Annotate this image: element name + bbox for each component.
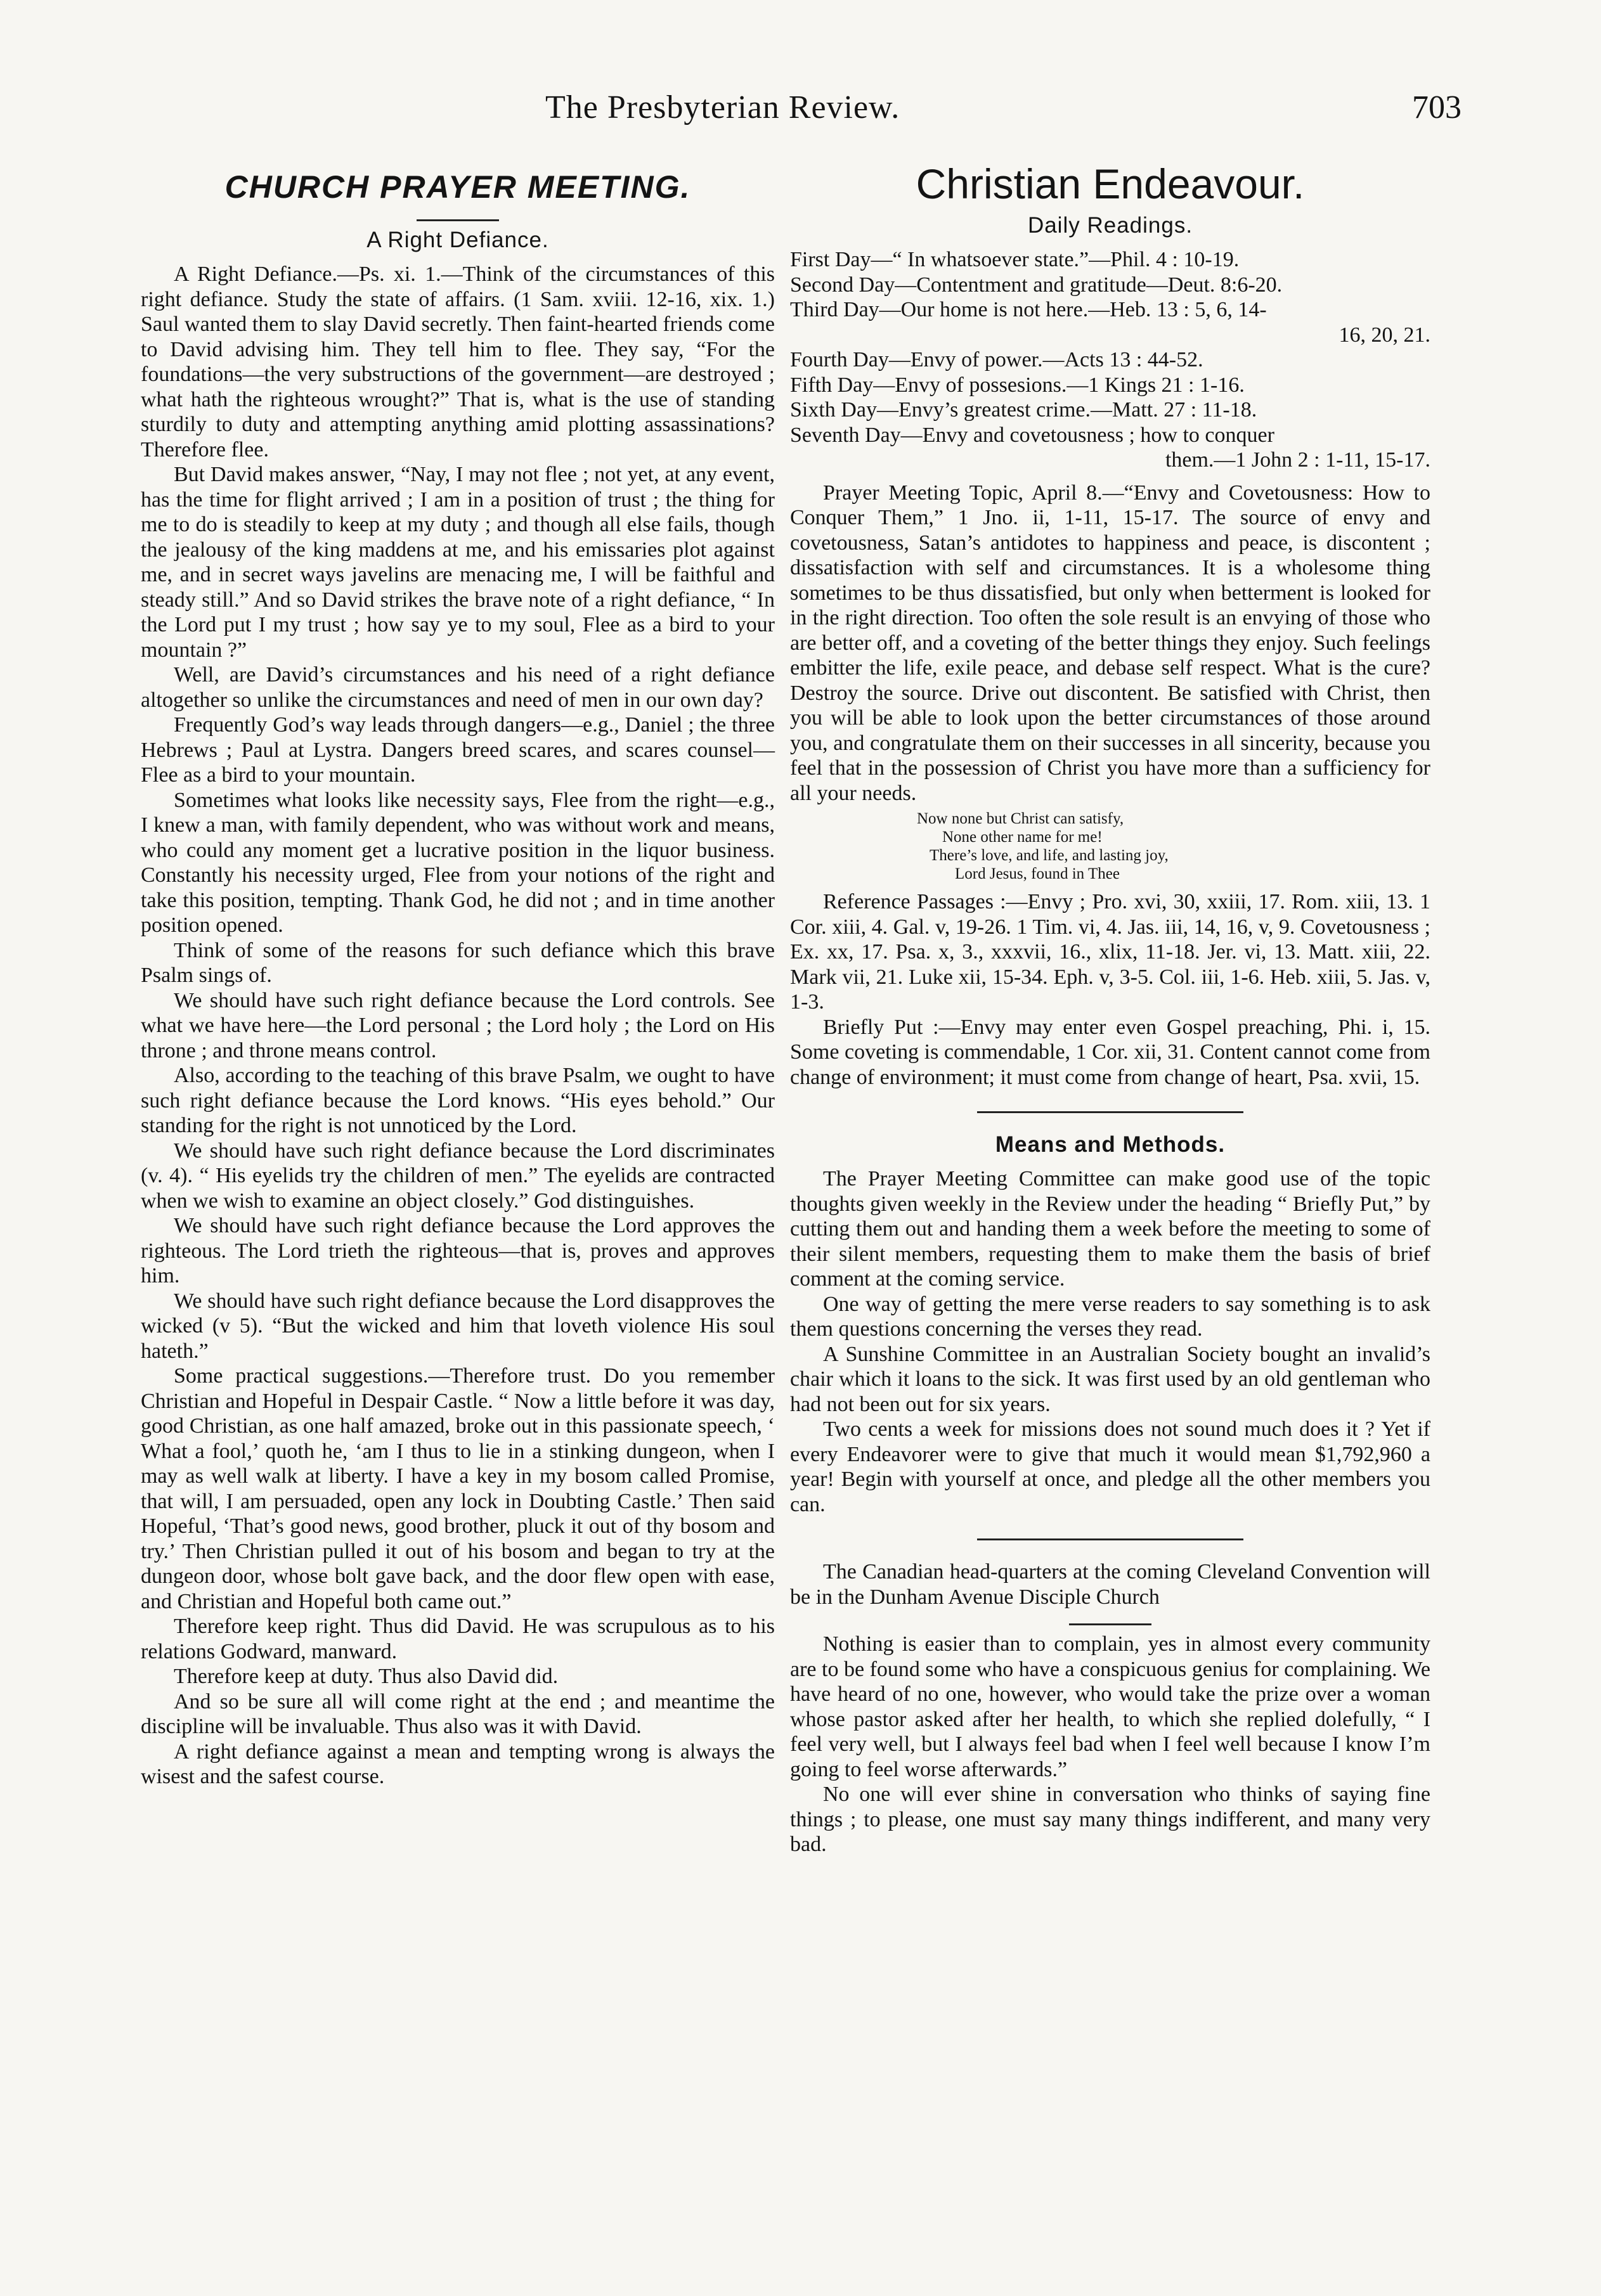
poem-line: Now none but Christ can satisfy, — [917, 810, 1124, 827]
paragraph: Nothing is easier than to complain, yes in almost every community are to be found some who have a conspicuous genius for complaining. We have heard of no one, however, who would take the prize over a woman whose pastor asked after her health, to which she replied dolefully, “ I feel very well, but I always feel bad when I feel well because I know I’m going to feel worse afterwards.” — [790, 1632, 1430, 1781]
paragraph: And so be sure all will come right at the end ; and meantime the discipline will be invaluable. Thus also was it with David. — [141, 1689, 775, 1738]
list-item — [790, 347, 1430, 373]
journal-title: The Presbyterian Review. — [545, 89, 900, 126]
reading-text: Third Day—Our home is not here.—Heb. 13 : 5, 6, 14- — [790, 298, 1267, 321]
cleveland-notice: The Canadian head-quarters at the coming Cleveland Convention will be in the Dunham Avenue Disciple Church — [790, 1560, 1430, 1609]
paragraph: But David makes answer, “Nay, I may not flee ; not yet, at any event, has the time for flight arrived ; I am in a position of trust ; the thing for me to do is steadily to keep at my duty ; and though all else fails, though the jealousy of the king maddens at me, and his emissaries plot against me, and in secret ways javelins are menacing me, I will be faithful and steady still.” And so David strikes the brave note of a right defiance, “ In the Lord put I my trust ; how say ye to my soul, Flee as a bird to your mountain ?” — [141, 463, 775, 662]
paragraph: Think of some of the reasons for such defiance which this brave Psalm sings of. — [141, 938, 775, 987]
prayer-meeting-topic: Prayer Meeting Topic, April 8.—“Envy and Covetousness: How to Conquer Them,” 1 Jno. ii, 1-11, 15-17. The source of envy and covetousness, Satan’s antidotes to happiness and peace, is discontent ; dissatisfaction with self and circumstances. It is a wholesome thing sometimes to be thus dissatisfied, but only when betterment is looked for in the right direction. Too often the sole result is an envying of those who are better off, and a coveting of the better things they enjoy. Such feelings embitter the life, exile peace, and debase self respect. What is the cure? Destroy the source. Drive out discontent. Be satisfied with Christ, then you will be able to look upon the better circumstances of those around you, and congratulate them on their successes in all sincerity, because you feel that in the possession of Christ you have more than a sufficiency for all your needs. — [790, 480, 1430, 805]
reading-text: Fifth Day—Envy of possesions.—1 Kings 21 : 1-16. — [790, 373, 1245, 397]
reading-text: Second Day—Contentment and gratitude—Deut. 8:6-20. — [790, 273, 1283, 297]
divider-rule — [977, 1538, 1243, 1540]
divider-rule — [977, 1111, 1243, 1113]
paragraph: The Prayer Meeting Committee can make good use of the topic thoughts given weekly in the Review under the heading “ Briefly Put,” by cutting them out and handing them a week before the meeting to some of their silent members, requesting them to make them the basis of brief comment at the coming service. — [790, 1167, 1430, 1291]
paragraph: We should have such right defiance because the Lord discriminates (v. 4). “ His eyelids try the children of men.” The eyelids are contracted when we wish to examine an object closely.” God distinguishes. — [141, 1138, 775, 1213]
list-item — [790, 297, 1430, 347]
divider-rule — [1069, 1623, 1151, 1625]
reading-text: Fourth Day—Envy of power.—Acts 13 : 44-52. — [790, 348, 1203, 371]
reference-passages: Reference Passages :—Envy ; Pro. xvi, 30, xxiii, 17. Rom. xiii, 13. 1 Cor. xiii, 4. Gal. v, 19-26. 1 Tim. vi, 4. Jas. iii, 14, 16, v, 9. Covetousness ; Ex. xx, 17. Psa. x, 3., xxxvii, 16., xlix, 11-18. Jer. vi, 13. Matt. xiii, 22. Mark vii, 21. Luke xii, 15-34. Eph. v, 3-5. Col. iii, 1-6. Heb. xiii, 5. Jas. v, 1-3. — [790, 890, 1430, 1014]
article-subhead: A Right Defiance. — [366, 228, 549, 252]
paragraph: Therefore keep right. Thus did David. He was scrupulous as to his relations Godward, manward. — [141, 1615, 775, 1663]
left-column — [141, 152, 775, 1790]
poem-line: There’s love, and life, and lasting joy, — [930, 847, 1169, 864]
paragraph: Also, according to the teaching of this brave Psalm, we ought to have such right defiance because the Lord knows. “His eyes behold.” Our standing for the right is not unnoticed by the Lord. — [141, 1064, 775, 1137]
briefly-put: Briefly Put :—Envy may enter even Gospel preaching, Phi. i, 15. Some coveting is commendable, 1 Cor. xii, 31. Content cannot come from change of environment; it must come from change of heart, Psa. xvii, 15. — [790, 1015, 1430, 1089]
divider-rule — [417, 219, 499, 221]
paragraph: A right defiance against a mean and tempting wrong is always the wisest and the safest course. — [141, 1739, 775, 1788]
paragraph: We should have such right defiance because the Lord disapproves the wicked (v 5). “But the wicked and him that loveth violence His soul hateth.” — [141, 1289, 775, 1363]
means-and-methods-title: Means and Methods. — [995, 1132, 1226, 1157]
list-item — [790, 273, 1430, 298]
page-number: 703 — [1412, 89, 1462, 126]
reading-continuation: 16, 20, 21. — [1338, 323, 1430, 347]
paragraph: We should have such right defiance because the Lord controls. See what we have here—the Lord personal ; the Lord holy ; the Lord on His throne ; and throne means control. — [141, 988, 775, 1062]
paragraph: Therefore keep at duty. Thus also David did. — [174, 1665, 559, 1688]
reading-text: Sixth Day—Envy’s greatest crime.—Matt. 27 : 11-18. — [790, 398, 1257, 422]
paragraph: A Right Defiance.—Ps. xi. 1.—Think of the circumstances of this right defiance. Study the state of affairs. (1 Sam. xviii. 12-16, xix. 1.) Saul wanted them to slay David secretly. Then faint-hearted friends come to David advising him. They tell him to flee. They say, “For the foundations—the very substructions of the government—are destroyed ; what hath the righteous wrought?” That is, what is the use of standing sturdily to duty and attempting anything amid plotting assassinations? Therefore flee. — [141, 262, 775, 461]
paragraph: No one will ever shine in conversation who thinks of saying fine things ; to please, one must say many things indifferent, and many very bad. — [790, 1783, 1430, 1856]
paragraph: One way of getting the mere verse readers to say something is to ask them questions concerning the verses they read. — [790, 1292, 1430, 1341]
poem — [790, 809, 1430, 883]
paragraph: Sometimes what looks like necessity says, Flee from the right—e.g., I knew a man, with family dependent, who was without work and means, who could any moment get a lucrative position in the liquor business. Constantly his necessity urged, Flee from your notions of the right and take this position, tempting. Thank God, he did not ; and in time another position opened. — [141, 788, 775, 937]
section-title-church-prayer-meeting: CHURCH PRAYER MEETING. — [224, 169, 691, 205]
paragraph: We should have such right defiance because the Lord approves the righteous. The Lord trieth the righteous—that is, proves and approves him. — [141, 1214, 775, 1287]
paragraph: Well, are David’s circumstances and his need of a right defiance altogether so unlike the circumstances and need of men in our own day? — [141, 663, 775, 712]
reading-text: First Day—“ In whatsoever state.”—Phil. 4 : 10-19. — [790, 248, 1240, 271]
list-item — [790, 247, 1430, 273]
daily-readings-title: Daily Readings. — [1027, 213, 1193, 238]
section-title-christian-endeavour: Christian Endeavour. — [916, 160, 1305, 207]
poem-line: None other name for me! — [942, 829, 1103, 846]
right-column — [790, 152, 1430, 1857]
paragraph: Two cents a week for missions does not sound much does it ? Yet if every Endeavorer were to give that much it would mean $1,792,960 a year! Begin with yourself at once, and pledge all the other members you can. — [790, 1417, 1430, 1516]
list-item — [790, 423, 1430, 473]
spacer — [790, 473, 1430, 480]
paragraph: A Sunshine Committee in an Australian Society bought an invalid’s chair which it loans to the sick. It was first used by an old gentleman who had not been out for six years. — [790, 1342, 1430, 1416]
paragraph: Frequently God’s way leads through dangers—e.g., Daniel ; the three Hebrews ; Paul at Lystra. Dangers breed scares, and scares counsel—Flee as a bird to your mountain. — [141, 713, 775, 787]
list-item — [790, 373, 1430, 398]
reading-text: Seventh Day—Envy and covetousness ; how to conquer — [790, 423, 1274, 447]
daily-readings-list — [790, 247, 1430, 473]
paragraph: Some practical suggestions.—Therefore trust. Do you remember Christian and Hopeful in Despair Castle. “ Now a little before it was day, good Christian, as one half amazed, broke out in this passionate speech, ‘ What a fool,’ quoth he, ‘am I thus to lie in a stinking dungeon, when I may as well walk at liberty. I have a key in my bosom called Promise, that will, I am persuaded, open any lock in Doubting Castle.’ Then said Hopeful, ‘That’s good news, good brother, pluck it out of thy bosom and try.’ Then Christian pulled it out of his bosom and began to try at the dungeon door, whose bolt gave back, and the door flew open with ease, and Christian and Hopeful both came out.” — [141, 1364, 775, 1613]
list-item — [790, 397, 1430, 423]
poem-line: Lord Jesus, found in Thee — [955, 865, 1120, 882]
reading-continuation: them.—1 John 2 : 1-11, 15-17. — [1165, 448, 1430, 472]
running-head — [139, 89, 1462, 139]
